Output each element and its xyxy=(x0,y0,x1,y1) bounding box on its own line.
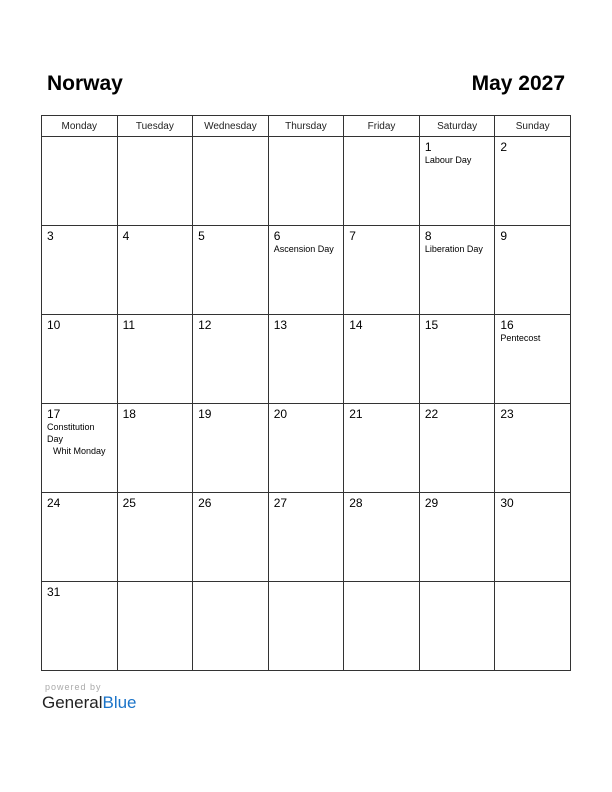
weekday-header: Friday xyxy=(344,116,420,137)
day-number: 15 xyxy=(424,318,439,332)
day-cell xyxy=(344,226,420,315)
day-cell xyxy=(344,137,420,226)
day-cell xyxy=(344,404,420,493)
day-number: 14 xyxy=(349,318,363,332)
day-cell xyxy=(419,315,495,404)
day-cell xyxy=(495,493,571,582)
week-row xyxy=(42,226,571,315)
day-cell xyxy=(268,137,344,226)
weekday-header: Saturday xyxy=(419,116,495,137)
day-number: 8 xyxy=(424,229,432,243)
powered-by-label: powered by xyxy=(45,682,102,692)
day-cell xyxy=(117,226,193,315)
day-number: 5 xyxy=(198,229,205,243)
weekday-header: Wednesday xyxy=(193,116,269,137)
day-cell xyxy=(495,404,571,493)
day-cell xyxy=(193,404,269,493)
day-number: 19 xyxy=(198,407,212,421)
day-number: 11 xyxy=(122,318,136,332)
day-cell xyxy=(117,493,193,582)
day-cell xyxy=(42,315,118,404)
holiday-label: Pentecost xyxy=(500,333,541,343)
day-cell xyxy=(193,137,269,226)
day-cell xyxy=(42,137,118,226)
day-number: 30 xyxy=(500,496,514,510)
day-number: 21 xyxy=(349,407,363,421)
brand-general-text: General xyxy=(42,693,103,712)
weekday-header: Tuesday xyxy=(117,116,193,137)
day-number: 2 xyxy=(500,140,508,154)
day-cell xyxy=(117,582,193,671)
week-row xyxy=(42,404,571,493)
country-title: Norway xyxy=(47,72,123,95)
day-number: 27 xyxy=(273,496,288,510)
day-cell xyxy=(419,582,495,671)
weekday-header: Thursday xyxy=(268,116,344,137)
day-cell xyxy=(117,137,193,226)
day-cell xyxy=(268,315,344,404)
day-number: 22 xyxy=(424,407,439,421)
day-number: 16 xyxy=(500,318,514,332)
day-cell xyxy=(42,493,118,582)
day-cell xyxy=(193,582,269,671)
day-number: 9 xyxy=(500,229,508,243)
day-cell xyxy=(42,404,118,493)
day-number: 28 xyxy=(349,496,363,510)
day-cell xyxy=(344,582,420,671)
calendar-grid xyxy=(41,115,571,671)
week-row xyxy=(42,315,571,404)
day-cell xyxy=(495,226,571,315)
day-cell xyxy=(419,226,495,315)
day-cell xyxy=(495,315,571,404)
day-cell xyxy=(495,137,571,226)
day-number: 17 xyxy=(47,407,61,421)
day-cell xyxy=(42,226,118,315)
day-number: 25 xyxy=(122,496,136,510)
holiday-label: Constitution Day xyxy=(47,422,95,444)
day-cell xyxy=(419,493,495,582)
week-row xyxy=(42,137,571,226)
day-number: 29 xyxy=(424,496,439,510)
holiday-label: Whit Monday xyxy=(53,446,106,456)
holiday-label: Labour Day xyxy=(424,155,472,165)
day-cell xyxy=(495,582,571,671)
day-number: 13 xyxy=(273,318,288,332)
day-number: 10 xyxy=(47,318,61,332)
week-row xyxy=(42,582,571,671)
day-cell xyxy=(268,226,344,315)
brand-logo xyxy=(42,693,137,713)
day-number: 31 xyxy=(47,585,61,599)
day-cell xyxy=(117,315,193,404)
day-cell xyxy=(193,226,269,315)
day-cell xyxy=(42,582,118,671)
day-number: 26 xyxy=(198,496,212,510)
day-cell xyxy=(268,493,344,582)
day-cell xyxy=(193,493,269,582)
day-number: 20 xyxy=(273,407,288,421)
day-cell xyxy=(117,404,193,493)
weekday-header-row xyxy=(42,116,571,137)
day-cell xyxy=(193,315,269,404)
day-cell xyxy=(419,404,495,493)
day-number: 1 xyxy=(424,140,432,154)
day-number: 7 xyxy=(349,229,356,243)
day-cell xyxy=(344,493,420,582)
month-year-title: May 2027 xyxy=(471,72,565,95)
day-number: 4 xyxy=(122,229,130,243)
day-number: 6 xyxy=(273,229,281,243)
holiday-label: Liberation Day xyxy=(424,244,483,254)
day-number: 18 xyxy=(122,407,136,421)
day-cell xyxy=(268,404,344,493)
day-cell xyxy=(268,582,344,671)
day-number: 24 xyxy=(47,496,61,510)
calendar-body xyxy=(42,137,571,671)
day-number: 23 xyxy=(500,407,514,421)
brand-blue-text: Blue xyxy=(102,693,137,712)
day-cell xyxy=(344,315,420,404)
holiday-label: Ascension Day xyxy=(273,244,334,254)
weekday-header: Monday xyxy=(42,116,118,137)
day-cell xyxy=(419,137,495,226)
weekday-header: Sunday xyxy=(495,116,571,137)
day-number: 12 xyxy=(198,318,212,332)
week-row xyxy=(42,493,571,582)
day-number: 3 xyxy=(47,229,54,243)
